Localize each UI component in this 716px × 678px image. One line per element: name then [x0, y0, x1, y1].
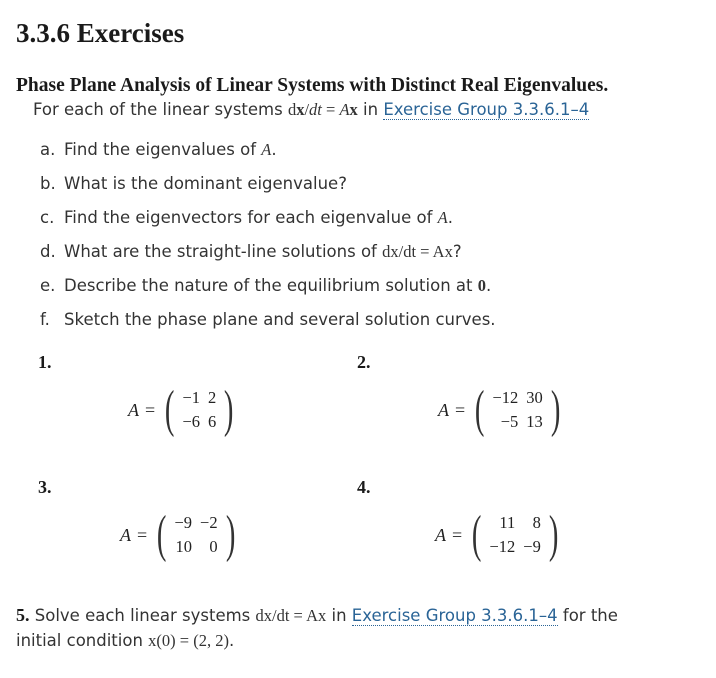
- exercise-number[interactable]: 1.: [38, 352, 52, 372]
- matrix-equation: A = ( −1 2 −6 6 ): [128, 381, 234, 438]
- task-equation: dx/dt = Ax: [382, 242, 453, 261]
- task-item: a. Find the eigenvalues of A.: [40, 140, 277, 159]
- exercise-5: 5. Solve each linear systems dx/dt = Ax in Exercise Group 3.3.6.1–4 for the initial condition x(0) = (2, 2).: [16, 605, 618, 650]
- exercise-group-link[interactable]: Exercise Group 3.3.6.1–4: [351, 606, 558, 625]
- exercise-number[interactable]: 5.: [16, 605, 30, 625]
- intro-equation: dx/dt = Ax: [287, 100, 358, 119]
- section-title: [16, 18, 184, 49]
- exercise-5-equation: dx/dt = Ax: [255, 606, 327, 625]
- right-paren: ): [225, 506, 236, 563]
- task-item: d. What are the straight-line solutions of dx/dt = Ax?: [40, 242, 462, 261]
- left-paren: (: [472, 506, 482, 563]
- right-paren: ): [548, 506, 559, 563]
- right-paren: ): [550, 381, 561, 438]
- initial-condition: x(0) = (2, 2): [148, 631, 229, 650]
- exercise-group-intro: For each of the linear systems dx/dt = Ax in Exercise Group 3.3.6.1–4: [33, 100, 590, 119]
- matrix: 11 8 −12 −9: [489, 513, 541, 556]
- exercise-number[interactable]: 3.: [38, 477, 52, 497]
- exercise-group-heading: Phase Plane Analysis of Linear Systems with Distinct Real Eigenvalues.: [16, 75, 609, 96]
- task-list: [40, 139, 496, 343]
- task-item: f. Sketch the phase plane and several solution curves.: [40, 310, 496, 329]
- matrix: −1 2 −6 6: [182, 388, 217, 431]
- matrix-equation: A = ( 11 8 −12 −9 ): [435, 506, 559, 563]
- right-paren: ): [224, 381, 234, 438]
- matrix: −9 −2 10 0: [174, 513, 218, 556]
- left-paren: (: [165, 381, 175, 438]
- left-paren: (: [475, 381, 485, 438]
- matrix: −12 30 −5 13: [492, 388, 543, 431]
- left-paren: (: [157, 506, 167, 563]
- section-title-text: Exercises: [76, 18, 185, 48]
- exercise-number[interactable]: 4.: [357, 477, 371, 497]
- task-item: b. What is the dominant eigenvalue?: [40, 174, 347, 193]
- exercise-number[interactable]: 2.: [357, 352, 371, 372]
- task-item: c. Find the eigenvectors for each eigenvalue of A.: [40, 208, 453, 227]
- task-item: e. Describe the nature of the equilibrium solution at 0.: [40, 276, 492, 295]
- exercise-group-link[interactable]: Exercise Group 3.3.6.1–4: [383, 100, 590, 119]
- matrix-equation: A = ( −12 30 −5 13 ): [438, 381, 561, 438]
- section-number: 3.3.6: [16, 18, 70, 48]
- matrix-equation: A = ( −9 −2 10 0 ): [120, 506, 236, 563]
